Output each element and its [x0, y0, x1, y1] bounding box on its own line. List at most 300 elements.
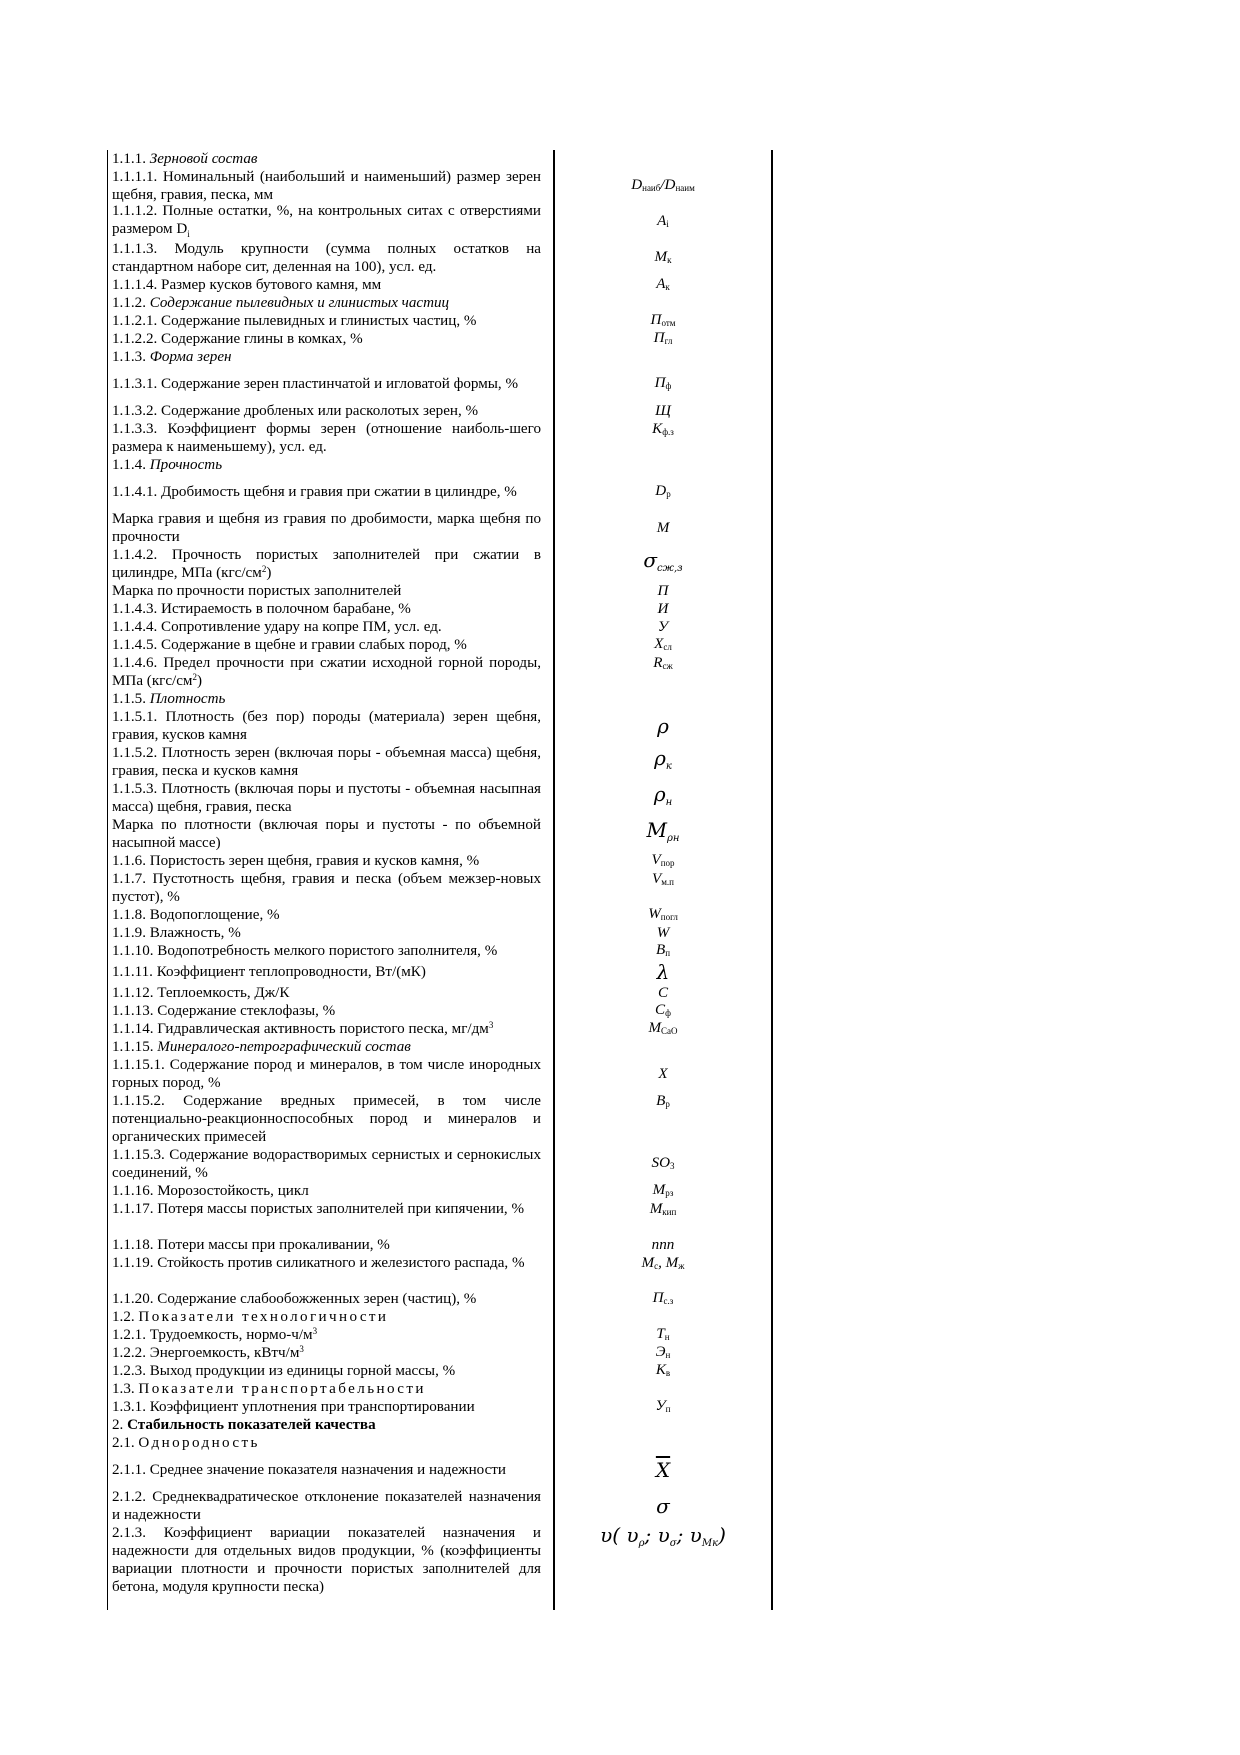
symbol-main: M [649, 1201, 663, 1217]
symbol-main: υ( υ [600, 1523, 639, 1547]
table-row [107, 1344, 773, 1362]
row-description [112, 1524, 541, 1596]
row-symbol [553, 747, 773, 778]
symbol-subscript: наиб [642, 182, 661, 193]
symbol-main: W [648, 905, 661, 922]
row-text: 1.1.5.2. Плотность зерен (включая поры - объемная масса) щебня, гравия, песка и кусков камня [112, 745, 541, 779]
text-suffix: ) [197, 673, 203, 689]
table-row [107, 582, 773, 600]
row-text: 1.1.7. Пустотность щебня, гравия и песка (объем межзер-новых пустот), % [112, 871, 541, 905]
row-symbol [553, 941, 773, 962]
section-heading: Прочность [149, 457, 223, 473]
table-row [107, 168, 773, 204]
symbol-main: X [654, 635, 664, 652]
row-text: 1.1.5.3. Плотность (включая поры и пустоты - объемная насыпная масса) щебня, гравия, песка [112, 781, 541, 815]
symbol-main: Э [655, 1343, 666, 1360]
symbol-subscript: п [665, 1403, 671, 1414]
table-row [107, 1020, 773, 1038]
row-description [112, 402, 541, 420]
table-row [107, 150, 773, 168]
row-description [112, 348, 541, 366]
row-symbol [553, 1495, 773, 1517]
symbol-subscript: р [665, 1099, 670, 1109]
table-row [107, 240, 773, 276]
row-description [112, 942, 541, 960]
table-row [107, 1182, 773, 1200]
row-description [112, 1182, 541, 1200]
section-heading: Показатели транспортабельности [138, 1381, 426, 1397]
symbol-main: σ [643, 547, 658, 572]
symbol-main: M [652, 1181, 666, 1198]
row-symbol [553, 1254, 773, 1275]
row-text: 1.1.16. Морозостойкость, цикл [112, 1183, 309, 1199]
row-description [112, 1020, 541, 1038]
symbol-subscript: к [667, 254, 672, 265]
table-row [107, 870, 773, 906]
symbol-main: A [656, 275, 666, 292]
symbol-main: ) [718, 1523, 726, 1547]
symbol-main: П [654, 374, 666, 391]
row-symbol [553, 783, 773, 814]
symbol-main: R [653, 655, 663, 671]
row-description [112, 744, 541, 780]
row-symbol [553, 654, 773, 675]
symbol-main: M [654, 248, 668, 265]
symbol-main: σ [656, 1494, 670, 1518]
row-text: 1.1.14. Гидравлическая активность пористого песка, мг/дм [112, 1021, 489, 1037]
table-row [107, 330, 773, 348]
symbol-main: V [651, 851, 661, 868]
row-text: 1.2.3. Выход продукции из единицы горной массы, % [112, 1363, 456, 1379]
symbol-subscript: 3 [669, 1160, 675, 1171]
row-symbol [553, 1019, 773, 1040]
symbol-main: ρ [657, 714, 669, 738]
row-number: 2. [112, 1417, 124, 1433]
symbol-main: , M [658, 1255, 679, 1271]
symbol-subscript: рз [665, 1187, 674, 1198]
symbol-main: У [657, 619, 669, 635]
symbol-main: И [657, 601, 669, 617]
row-description [112, 1362, 541, 1380]
symbol-subscript: сл [663, 641, 672, 652]
row-description [112, 906, 541, 924]
row-description [112, 483, 541, 501]
row-description [112, 1488, 541, 1524]
symbol-subscript: к [665, 281, 670, 292]
symbol-subscript: н [665, 796, 673, 808]
row-symbol [553, 851, 773, 872]
row-number: 1.1.15. [112, 1039, 154, 1055]
row-description [112, 1398, 541, 1416]
row-text: 1.1.15.2. Содержание вредных примесей, в том числе потенциально-реакционноспособных пород и минералов и органических примесей [112, 1093, 541, 1145]
table-row [107, 1092, 773, 1146]
row-text: 1.1.4.5. Содержание в щебне и гравии слабых пород, % [112, 637, 467, 653]
row-description [112, 1254, 541, 1272]
symbol-main: $\overline{X}$ [655, 1458, 671, 1482]
symbol-subscript: CaO [661, 1025, 678, 1036]
symbol-main: T [656, 1325, 665, 1342]
row-symbol [553, 420, 773, 441]
table-row [107, 618, 773, 636]
row-symbol [553, 1236, 773, 1254]
symbol-subscript: с [654, 1261, 659, 1271]
symbol-main: λ [656, 960, 670, 984]
row-text: 1.1.6. Пористость зерен щебня, гравия и кусков камня, % [112, 853, 480, 869]
row-symbol [553, 1397, 773, 1418]
row-description [112, 1461, 541, 1479]
text-subscript: i [187, 228, 190, 239]
row-text: 2.1.1. Среднее значение показателя назначения и надежности [112, 1462, 506, 1478]
row-description [112, 168, 541, 204]
table-row [107, 420, 773, 456]
symbol-main: П [657, 583, 669, 599]
symbol-main: K [655, 1361, 666, 1378]
row-description [112, 1308, 541, 1326]
section-heading: Форма зерен [149, 349, 232, 365]
text-superscript: 2 [261, 564, 267, 574]
text-superscript: 3 [299, 1344, 304, 1354]
table-row [107, 1524, 773, 1596]
row-symbol [553, 519, 773, 537]
row-description [112, 963, 541, 981]
symbol-subscript: н [665, 1349, 671, 1360]
table-row [107, 1056, 773, 1092]
symbol-main: M [646, 817, 667, 842]
table-row [107, 690, 773, 708]
symbol-main: ; υ [676, 1523, 702, 1547]
table-row [107, 366, 773, 402]
table-row [107, 312, 773, 330]
table-row [107, 708, 773, 744]
row-text: Марка гравия и щебня из гравия по дробимости, марка щебня по прочности [112, 511, 541, 545]
row-description [112, 1236, 541, 1254]
row-description [112, 852, 541, 870]
table-row [107, 294, 773, 312]
symbol-subscript: в [665, 1367, 671, 1378]
row-description [112, 1380, 541, 1398]
row-description [112, 150, 541, 168]
table-row [107, 1326, 773, 1344]
row-text: 1.1.15.3. Содержание водорастворимых сернистых и сернокислых соединений, % [112, 1147, 541, 1181]
section-heading: Зерновой состав [149, 151, 258, 167]
row-text: 1.1.12. Теплоемкость, Дж/К [112, 985, 290, 1001]
table-row [107, 744, 773, 780]
row-text: 1.1.1.1. Номинальный (наибольший и наименьший) размер зерен щебня, гравия, песка, мм [112, 169, 541, 203]
row-symbol [553, 1200, 773, 1221]
symbol-main: A [657, 212, 667, 229]
symbol-main: C [655, 1001, 666, 1018]
table-row [107, 1236, 773, 1254]
row-symbol [553, 1065, 773, 1083]
row-description [112, 294, 541, 312]
row-text: 1.1.2.1. Содержание пылевидных и глинистых частиц, % [112, 313, 477, 329]
table-row [107, 456, 773, 474]
symbol-subscript: с.з [663, 1295, 674, 1306]
row-description [112, 546, 541, 582]
table-row [107, 1416, 773, 1434]
row-symbol [553, 984, 773, 1002]
row-description [112, 1002, 541, 1020]
symbol-subscript: ф [665, 380, 672, 391]
row-symbol [553, 1092, 773, 1113]
table-row [107, 924, 773, 942]
row-text: 1.1.4.4. Сопротивление удару на копре ПМ, усл. ед. [112, 619, 442, 635]
row-description [112, 202, 541, 243]
row-description [112, 582, 541, 600]
row-text: 1.1.4.6. Предел прочности при сжатии исходной горной породы, МПа (кгс/см [112, 655, 541, 689]
row-text: 1.1.3.2. Содержание дробленых или расколотых зерен, % [112, 403, 479, 419]
symbol-subscript: Мк [701, 1538, 719, 1549]
row-text: 2.1.3. Коэффициент вариации показателей назначения и надежности для отдельных видов продукции, % (коэффициенты вариации плотности и прочности пористых заполнителей для бетона, модуля крупности песка) [112, 1525, 541, 1595]
row-symbol [553, 248, 773, 269]
row-text: 1.1.1.4. Размер кусков бутового камня, мм [112, 277, 382, 293]
row-symbol [553, 715, 773, 737]
text-superscript: 3 [488, 1020, 494, 1030]
row-text: 1.1.10. Водопотребность мелкого пористого заполнителя, % [112, 943, 498, 959]
row-symbol [553, 176, 773, 197]
row-description [112, 510, 541, 546]
row-symbol [553, 374, 773, 395]
symbol-subscript: наим [675, 182, 695, 193]
table-row [107, 1452, 773, 1488]
row-symbol [553, 961, 773, 983]
row-symbol [553, 1181, 773, 1202]
table-row [107, 780, 773, 816]
row-description [112, 240, 541, 276]
row-description [112, 1038, 541, 1056]
table-row [107, 1146, 773, 1182]
symbol-main: Щ [655, 403, 671, 419]
row-number: 2.1. [112, 1435, 135, 1451]
row-text: 1.1.9. Влажность, % [112, 925, 241, 941]
row-text: 1.1.13. Содержание стеклофазы, % [112, 1003, 336, 1019]
symbol-main: X [658, 1066, 668, 1082]
table-rows [107, 150, 773, 1596]
row-symbol [553, 212, 773, 233]
row-symbol [553, 482, 773, 503]
symbol-subscript: сж,з [657, 562, 683, 574]
symbol-subscript: к [665, 760, 672, 772]
section-heading: Показатели технологичности [138, 1309, 389, 1325]
row-text: 2.1.2. Среднеквадратическое отклонение показателей назначения и надежности [112, 1489, 541, 1523]
symbol-subscript: м.п [661, 877, 674, 887]
row-text: 1.3.1. Коэффициент уплотнения при транспортировании [112, 1399, 475, 1415]
text-superscript: 2 [192, 672, 197, 682]
symbol-main: B [655, 941, 666, 958]
row-symbol [553, 1524, 773, 1555]
row-text: 1.1.20. Содержание слабообожженных зерен (частиц), % [112, 1291, 477, 1307]
symbol-main: ρ [653, 781, 666, 806]
row-description [112, 924, 541, 942]
row-description [112, 1092, 541, 1146]
table-row [107, 1290, 773, 1308]
symbol-main: K [652, 421, 663, 437]
symbol-main: M [648, 1019, 662, 1036]
row-description [112, 636, 541, 654]
row-description [112, 984, 541, 1002]
row-text: 1.1.8. Водопоглощение, % [112, 907, 280, 923]
row-description [112, 870, 541, 906]
row-symbol [553, 600, 773, 618]
symbol-subscript: σ [669, 1538, 677, 1549]
symbol-subscript: ρн [667, 832, 680, 844]
symbol-subscript: отм [661, 317, 676, 328]
row-text: 1.1.1.3. Модуль крупности (сумма полных остатков на стандартном наборе сит, деленная на 100), усл. ед. [112, 241, 541, 275]
row-text: Марка по плотности (включая поры и пустоты - по объемной насыпной массе) [112, 817, 541, 851]
symbol-main: П [650, 311, 662, 328]
table-row [107, 348, 773, 366]
row-text: Марка по прочности пористых заполнителей [112, 583, 402, 599]
symbol-main: ρ [654, 745, 666, 770]
row-text: 1.2.2. Энергоемкость, кВтч/м [112, 1345, 300, 1361]
table-row [107, 906, 773, 924]
symbol-main: C [657, 985, 669, 1001]
symbol-main: V [652, 871, 662, 887]
table-row [107, 1038, 773, 1056]
table-row [107, 474, 773, 510]
row-text: 1.1.15.1. Содержание пород и минералов, в том числе инородных горных пород, % [112, 1057, 541, 1091]
table-row [107, 1398, 773, 1416]
table-row [107, 1380, 773, 1398]
row-symbol [553, 905, 773, 926]
row-description [112, 312, 541, 330]
section-heading: Плотность [149, 691, 226, 707]
row-description [112, 690, 541, 708]
table-row [107, 204, 773, 240]
symbol-main: ппп [651, 1237, 675, 1253]
row-description [112, 1344, 541, 1362]
row-description [112, 816, 541, 852]
row-symbol [553, 402, 773, 420]
table-row [107, 1002, 773, 1020]
table-row [107, 654, 773, 690]
row-description [112, 1326, 541, 1344]
row-text: 1.1.4.3. Истираемость в полочном барабане, % [112, 601, 411, 617]
table-row [107, 816, 773, 852]
row-description [112, 1290, 541, 1308]
row-text: 1.1.3.3. Коэффициент формы зерен (отношение наиболь-шего размера к наименьшему), усл. ед. [112, 421, 541, 455]
row-description [112, 276, 541, 294]
row-text: 1.1.19. Стойкость против силикатного и железистого распада, % [112, 1255, 525, 1271]
symbol-main: У [655, 1397, 666, 1414]
table-row [107, 960, 773, 984]
table-row [107, 1308, 773, 1326]
table-row [107, 1200, 773, 1236]
table-row [107, 1488, 773, 1524]
row-description [112, 456, 541, 474]
symbol-main: M [641, 1255, 655, 1271]
row-text: 1.1.3.1. Содержание зерен пластинчатой и игловатой формы, % [112, 376, 519, 392]
symbol-main: П [653, 329, 665, 346]
table-row [107, 984, 773, 1002]
row-description [112, 330, 541, 348]
row-text: 1.1.1.2. Полные остатки, %, на контрольных ситах с отверстиями размером D [112, 202, 541, 237]
symbol-subscript: ж [678, 1261, 685, 1271]
row-text: 1.1.4.1. Дробимость щебня и гравия при сжатии в цилиндре, % [112, 484, 517, 500]
row-symbol [553, 1289, 773, 1310]
symbol-main: W [656, 925, 670, 941]
section-heading: Минералого-петрографический состав [157, 1039, 411, 1055]
symbol-subscript: кип [662, 1207, 677, 1217]
row-symbol [553, 1154, 773, 1175]
table-row [107, 852, 773, 870]
row-description [112, 1146, 541, 1182]
table-row [107, 510, 773, 546]
row-text: 1.1.17. Потеря массы пористых заполнителей при кипячении, % [112, 1201, 525, 1217]
symbol-subscript: п [665, 947, 671, 958]
row-description [112, 1056, 541, 1092]
symbol-subscript: р [666, 488, 671, 499]
row-number: 1.1.1. [112, 151, 146, 167]
row-number: 1.2. [112, 1309, 135, 1325]
row-description [112, 654, 541, 690]
row-text: 1.2.1. Трудоемкость, нормо-ч/м [112, 1327, 313, 1343]
row-symbol [553, 924, 773, 942]
row-symbol [553, 582, 773, 600]
table-row [107, 1434, 773, 1452]
row-text: 1.1.5.1. Плотность (без пор) породы (материала) зерен щебня, гравия, кусков камня [112, 709, 541, 743]
text-suffix: ) [266, 565, 272, 581]
row-description [112, 1434, 541, 1452]
row-number: 1.1.2. [112, 295, 146, 311]
symbol-main: D [655, 482, 667, 499]
row-text: 1.1.18. Потери массы при прокаливании, % [112, 1237, 390, 1253]
table-row [107, 276, 773, 294]
row-description [112, 600, 541, 618]
row-symbol [553, 635, 773, 656]
row-description [112, 420, 541, 456]
row-symbol [553, 870, 773, 891]
symbol-subscript: ф [665, 1007, 671, 1018]
row-number: 1.3. [112, 1381, 135, 1397]
symbol-main: SO [651, 1154, 670, 1171]
symbol-subscript: ρ [638, 1538, 645, 1549]
row-symbol [553, 618, 773, 636]
row-description [112, 1416, 541, 1434]
symbol-main: B [656, 1093, 666, 1109]
symbol-subscript: сж [662, 661, 673, 671]
row-text: 1.1.2.2. Содержание глины в комках, % [112, 331, 363, 347]
row-symbol [553, 819, 773, 850]
table-row [107, 1254, 773, 1290]
row-symbol [553, 275, 773, 296]
symbol-main: /D [660, 176, 676, 193]
table-row [107, 1362, 773, 1380]
symbol-main: ; υ [644, 1523, 670, 1547]
symbol-subscript: гл [664, 335, 673, 346]
document-table [107, 150, 773, 1610]
section-heading: Однородность [138, 1435, 260, 1451]
symbol-main: M [656, 520, 670, 536]
row-symbol [553, 1361, 773, 1382]
row-description [112, 1200, 541, 1218]
table-row [107, 402, 773, 420]
table-row [107, 636, 773, 654]
row-description [112, 618, 541, 636]
symbol-subscript: ф.з [662, 427, 674, 437]
row-symbol [553, 329, 773, 350]
table-row [107, 600, 773, 618]
text-superscript: 3 [312, 1326, 318, 1336]
row-description [112, 708, 541, 744]
row-number: 1.1.4. [112, 457, 146, 473]
row-description [112, 375, 541, 393]
row-number: 1.1.5. [112, 691, 146, 707]
row-text: 1.1.11. Коэффициент теплопроводности, Вт/(мК) [112, 964, 426, 980]
symbol-main: П [652, 1289, 664, 1306]
symbol-main: D [631, 176, 643, 193]
table-row [107, 942, 773, 960]
